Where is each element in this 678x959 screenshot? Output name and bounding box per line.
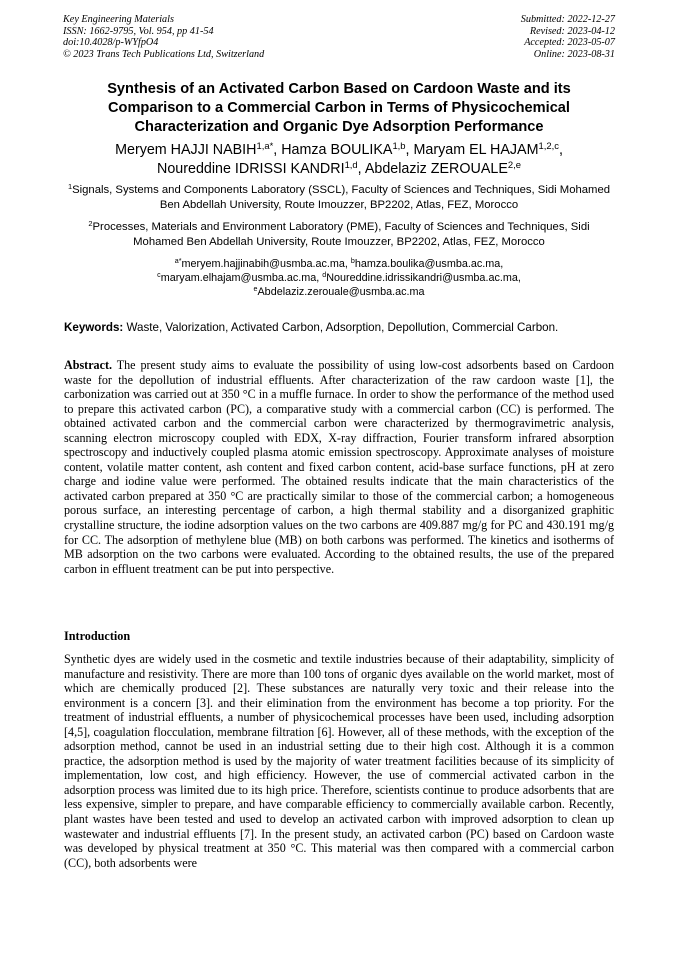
email-link[interactable]: maryam.elhajam@usmba.ac.ma — [160, 272, 317, 285]
introduction-heading: Introduction — [64, 629, 131, 643]
abstract-paragraph — [64, 358, 614, 576]
author-name: Abdelaziz ZEROUALE — [364, 160, 508, 177]
keywords-label: Keywords: — [64, 321, 124, 334]
author-name: Noureddine IDRISSI KANDRI — [157, 160, 345, 177]
abstract-label: Abstract. — [64, 358, 113, 372]
doi-line: doi:10.4028/p-WYfpO4 — [63, 37, 159, 49]
abstract-text: The present study aims to evaluate the possibility of using low-cost adsorbents based on Cardoon waste for the depollution of industrial effluents. After characterization of the raw cardoon waste [1], the carbonization was carried out at 350 °C in a muffle furnace. In order to show the performance of the method used to prepare this activated carbon (PC), a comparative study with a commercial carbon (CC) is performed. The obtained activated carbon and the commercial carbon were characterized by thermogravimetric analysis, scanning electron microscopy coupled with EDX, X-ray diffraction, Fourier transform infrared absorption spectroscopy and inductively coupled plasma atomic emission spectroscopy. Approximate analyses of moisture content, volatile matter content, ash content and fixed carbon content, acid-base surface functions, pH at zero charge and iodine value were performed. The obtained results indicate that the main characteristics of the activated carbon prepared at 350 °C are practically similar to those of the commercial carbon; a homogeneous porous surface, an interesting percentage of carbon, a high thermal stability and a disorganized graphitic crystalline structure, the iodine adsorption values on the two carbons are 409.887 mg/g for PC and 430.191 mg/g for CC. The adsorption of methylene blue (MB) on both carbons was performed. The kinetics and isotherms of MB adsorption on the two carbons were evaluated. According to the obtained results, the use of the prepared carbon in effluent treatment can be put into perspective. — [64, 358, 615, 576]
copyright-line: © 2023 Trans Tech Publications Ltd, Switzerland — [63, 48, 265, 60]
publication-dates — [521, 14, 615, 60]
issn-line: ISSN: 1662-9795, Vol. 954, pp 41-54 — [63, 25, 214, 37]
email-link[interactable]: hamza.boulika@usmba.ac.ma — [354, 258, 501, 270]
email-link[interactable]: Noureddine.idrissikandri@usmba.ac.ma — [326, 272, 518, 285]
journal-name: Key Engineering Materials — [63, 14, 174, 25]
keywords-text: Waste, Valorization, Activated Carbon, Adsorption, Depollution, Commercial Carbon. — [126, 321, 559, 334]
affiliation-2: $^2$Processes, Materials and Environment Laboratory (PME), Faculty of Sciences and Techniques, Sidi Mohamed Ben Abdellah University, Route Imouzzer, BP2202, Atlas, FEZ, Morocco — [88, 218, 590, 248]
author-name: Maryam EL HAJAM — [413, 142, 539, 158]
online-date: Online: 2023-08-31 — [533, 48, 615, 60]
keywords-line — [64, 320, 614, 335]
author-sup: 1,a* — [256, 139, 274, 151]
email-link[interactable]: meryem.hajjinabih@usmba.ac.ma — [181, 258, 345, 270]
email-list: $^{a*}$meryem.hajjinabih@usmba.ac.ma, $^b$hamza.boulika@usmba.ac.ma, $^c$maryam.elhajam@usmba.ac.ma, $^d$Noureddine.idrissikandri@usmba.ac.ma, $^e$Abdelaziz.zerouale@usmba.ac.ma — [157, 257, 521, 299]
submitted-date: Submitted: 2022-12-27 — [520, 14, 615, 25]
author-sup: 1,2,c — [538, 139, 559, 151]
author-sup: 1,b — [392, 139, 406, 151]
paper-title: Synthesis of an Activated Carbon Based on Cardoon Waste and its Comparison to a Commercial Carbon in Terms of Physicochemical Characterization and Organic Dye Adsorption Performance — [107, 81, 571, 135]
author-name: Meryem HAJJI NABIH — [115, 142, 257, 158]
accepted-date: Accepted: 2023-05-07 — [524, 37, 615, 49]
author-name: Hamza BOULIKA — [281, 142, 393, 158]
affiliation-1: $^1$Signals, Systems and Components Laboratory (SSCL), Faculty of Sciences and Techniques, Sidi Mohamed Ben Abdellah University, Route Imouzzer, BP2202, Atlas, FEZ, Morocco — [67, 181, 611, 211]
email-link[interactable]: Abdelaziz.zerouale@usmba.ac.ma — [257, 286, 425, 299]
author-sup: 1,d — [344, 158, 358, 170]
revised-date: Revised: 2023-04-12 — [529, 25, 615, 37]
introduction-paragraph: Synthetic dyes are widely used in the cosmetic and textile industries because of their adaptability, simplicity of manufacture and resistivity. There are more than 100 tons of organic dyes available on the world market, most of which are chemically produced [2]. These substances are naturally very toxic and their release into the environment is a concern [3]. and their elimination from the environment has become a top priority. For the treatment of industrial effluents, a number of physicochemical processes have been used, including adsorption [4,5], coagulation flocculation, membrane filtration [6]. However, all of these methods, with the exception of the adsorption method, cannot be used in an industrial setting due to their high cost. Although it is a common practice, the adsorption method is used by the majority of water treatment facilities because of its simplicity of implementation, low cost, and high efficiency. However, the use of commercial activated carbon in the adsorption process was limited due to its high price. Therefore, scientists continue to produce adsorbents that are less expensive, simpler to prepare, and have comparable efficiency to commercially available carbon. Recently, plant wastes have been tested and used to develop an activated carbon with improved adsorption to clean up wastewater and industrial effluents [7]. In the present study, an activated carbon (PC) based on Cardoon waste was developed by physical treatment at 350 °C. This material was then compared with a commercial carbon (CC), both adsorbents were — [64, 652, 614, 870]
author-list: Meryem HAJJI $NABIH^{1,a*}$, Hamza BOULIKA$^{1,b}$, Maryam EL HAJAM$^{1,2,c}$, Noureddine IDRISSI KANDRI$^{1,d}$, Abdelaziz ZEROUALE$^{2,e}$ — [115, 139, 563, 177]
author-sup: 2,e — [507, 158, 521, 170]
journal-info — [63, 14, 264, 60]
